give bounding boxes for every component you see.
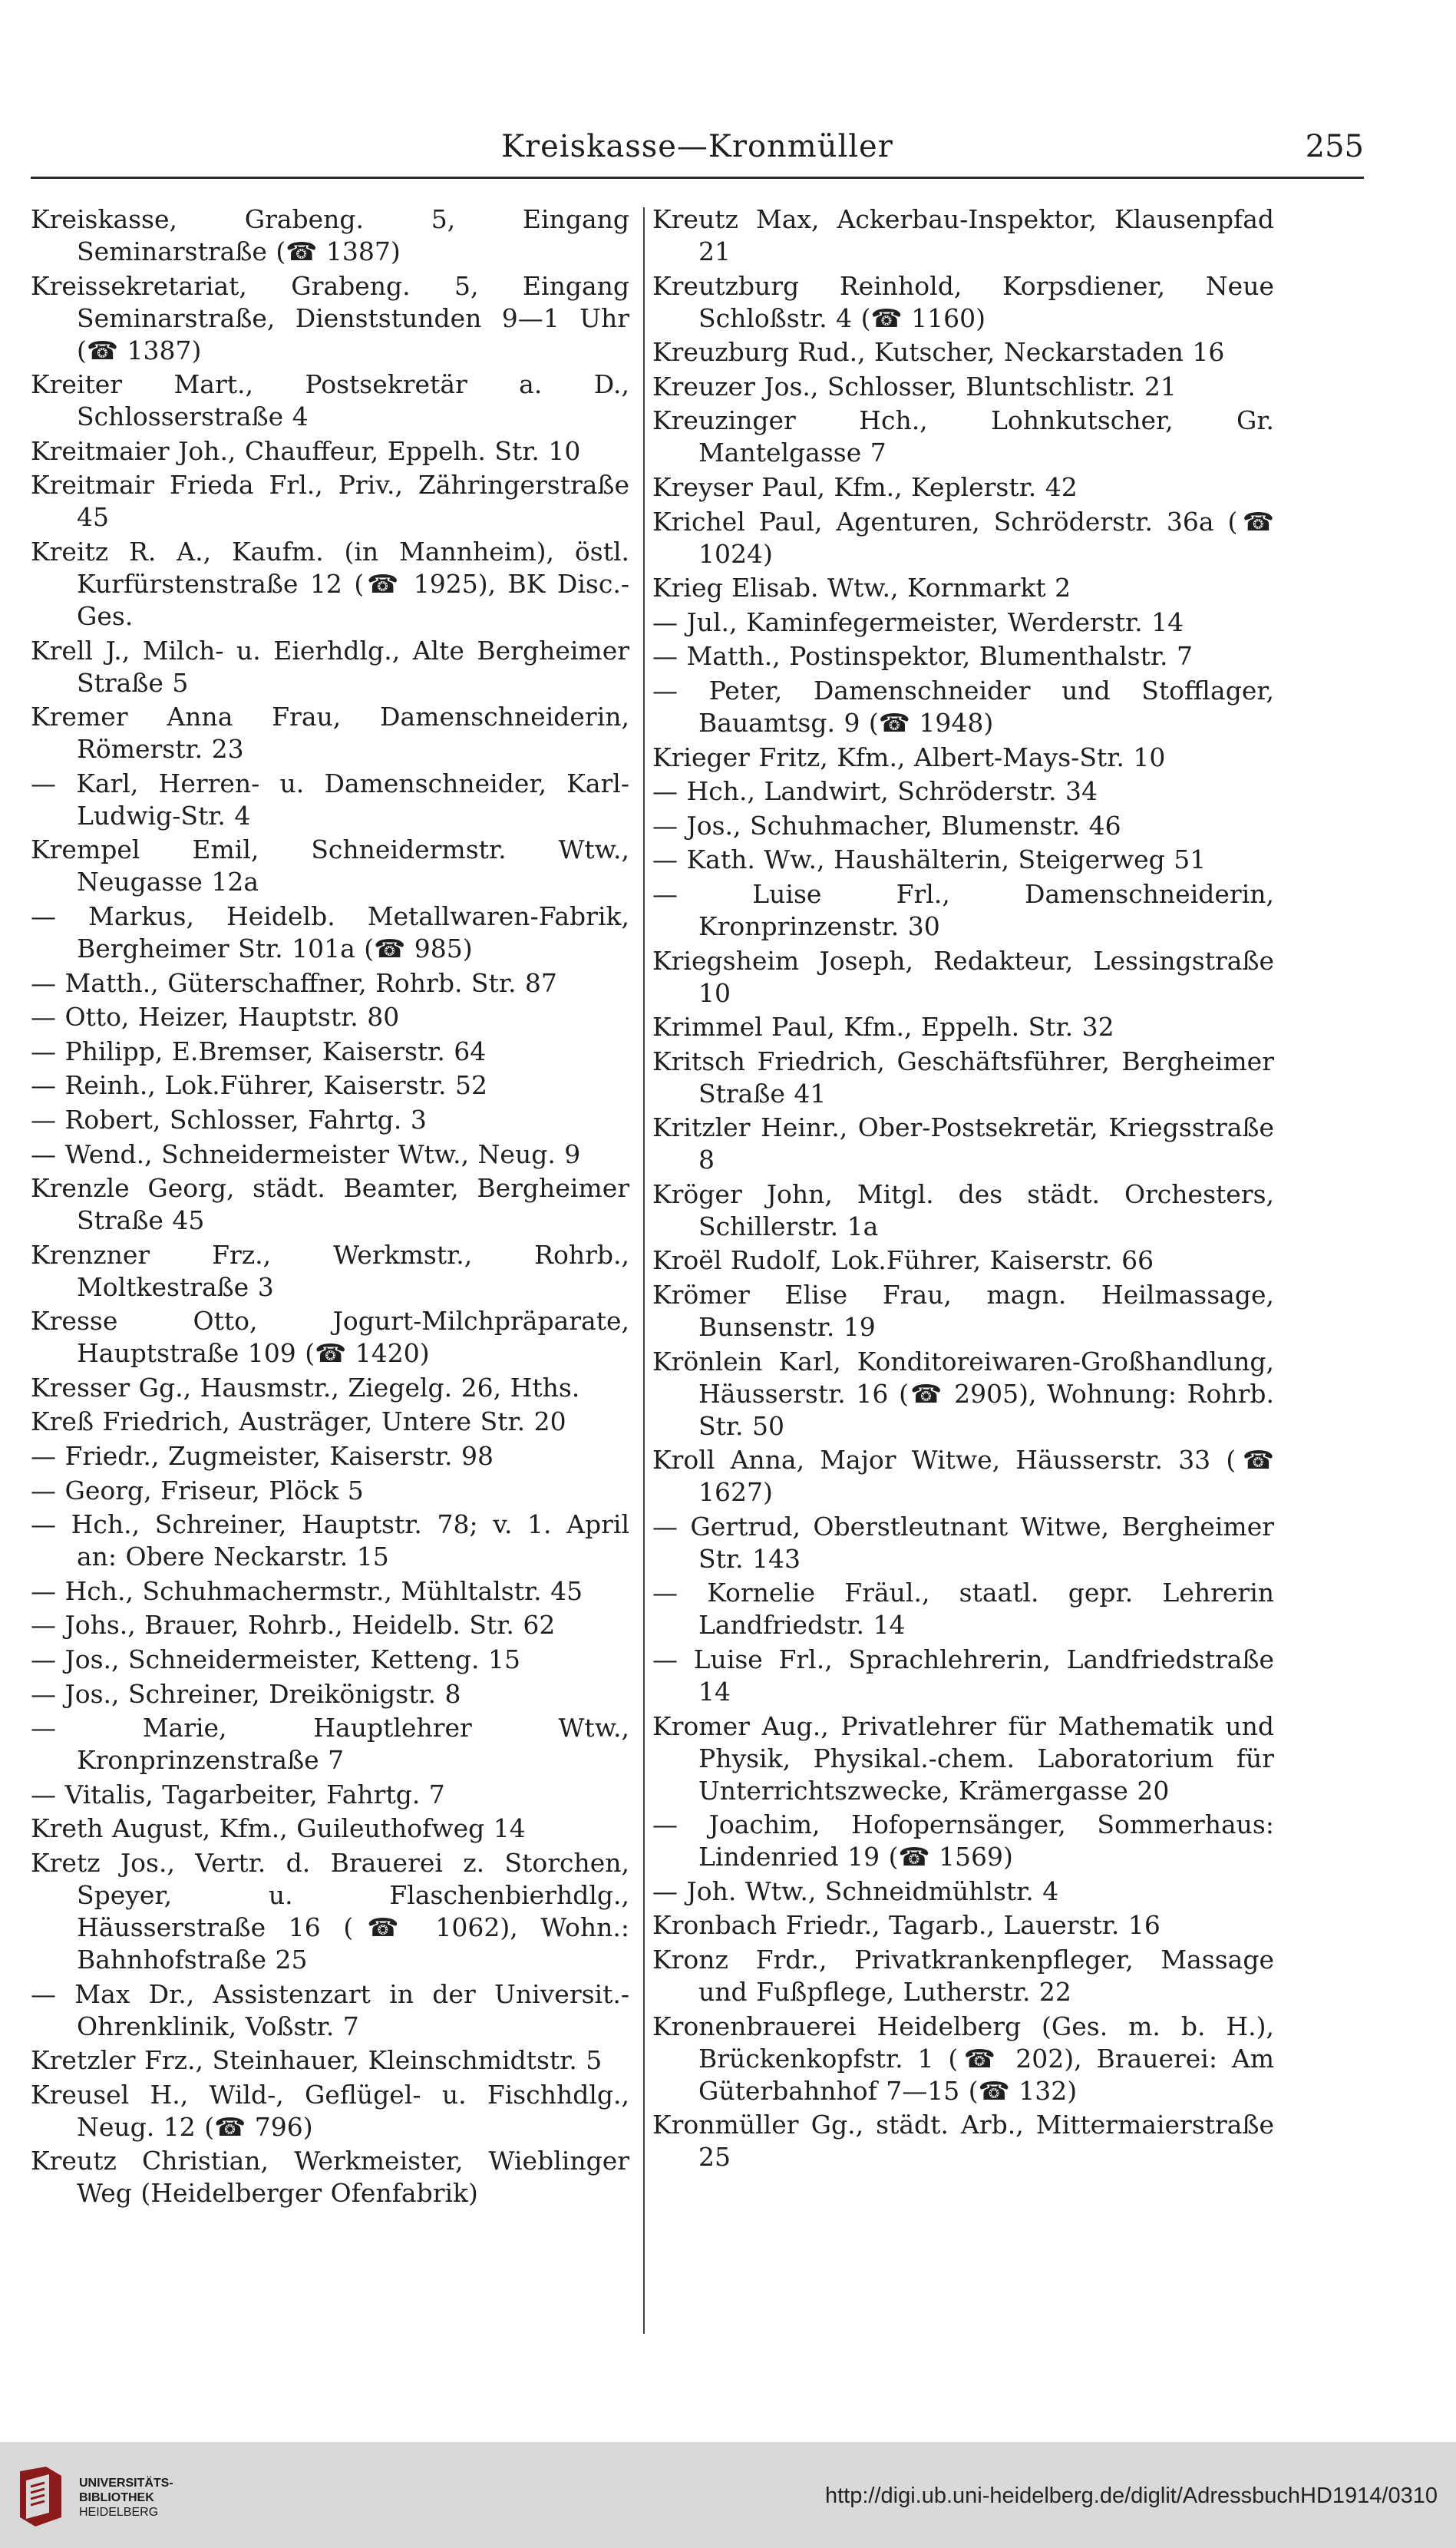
directory-entry: — Jos., Schreiner, Dreikönigstr. 8 (31, 1678, 461, 1709)
page-number: 255 (1305, 129, 1364, 164)
directory-entry: — Matth., Güterschaffner, Rohrb. Str. 87 (31, 967, 557, 998)
directory-entry: Kremer Anna Frau, Damenschneiderin, Römerstr. 23 (31, 702, 629, 765)
directory-entry: Kröger John, Mitgl. des städt. Orchesters, Schillerstr. 1a (652, 1178, 1274, 1241)
left-column (31, 203, 629, 2212)
directory-entry: — Matth., Postinspektor, Blumenthalstr. 7 (652, 641, 1193, 672)
directory-entry: Kreusel H., Wild-, Geflügel- u. Fischhdlg., Neug. 12 (☎ 796) (31, 2079, 629, 2142)
directory-entry: — Luise Frl., Sprachlehrerin, Landfriedstraße 14 (652, 1644, 1274, 1707)
directory-entry: Krempel Emil, Schneidermstr. Wtw., Neugasse 12a (31, 834, 629, 897)
directory-entry: — Robert, Schlosser, Fahrtg. 3 (31, 1104, 427, 1135)
directory-entry: — Joachim, Hofopernsänger, Sommerhaus: Lindenried 19 (☎ 1569) (652, 1809, 1274, 1872)
library-name (79, 2476, 173, 2520)
directory-entry: Kronz Frdr., Privatkrankenpfleger, Massage und Fußpflege, Lutherstr. 22 (652, 1945, 1274, 2007)
directory-entry: Kreyser Paul, Kfm., Keplerstr. 42 (652, 471, 1078, 502)
directory-entry: Kreissekretariat, Grabeng. 5, Eingang Seminarstraße, Dienststunden 9—1 Uhr (☎ 1387) (31, 270, 629, 365)
directory-entry: Kreitmair Frieda Frl., Priv., Zähringerstraße 45 (31, 470, 629, 533)
directory-entry: Krömer Elise Frau, magn. Heilmassage, Bunsenstr. 19 (652, 1280, 1274, 1343)
directory-entry: Kroël Rudolf, Lok.Führer, Kaiserstr. 66 (652, 1245, 1154, 1276)
directory-entry: — Wend., Schneidermeister Wtw., Neug. 9 (31, 1139, 581, 1169)
directory-entry: — Jos., Schuhmacher, Blumenstr. 46 (652, 810, 1121, 841)
column-divider (643, 207, 645, 2334)
directory-entry: Krimmel Paul, Kfm., Eppelh. Str. 32 (652, 1012, 1114, 1043)
directory-entry: Kreuzer Jos., Schlosser, Bluntschlistr. 21 (652, 371, 1177, 402)
directory-entry: Kroll Anna, Major Witwe, Häusserstr. 33 (☎ 1627) (652, 1445, 1274, 1508)
directory-entry: Kreutzburg Reinhold, Korpsdiener, Neue Schloßstr. 4 (☎ 1160) (652, 270, 1274, 333)
directory-entry: — Hch., Schuhmachermstr., Mühltalstr. 45 (31, 1575, 583, 1606)
directory-entry: — Kornelie Fräul., staatl. gepr. Lehrerin Landfriedstr. 14 (652, 1578, 1274, 1641)
running-title: Kreiskasse—Kronmüller (501, 129, 893, 164)
directory-entry: — Vitalis, Tagarbeiter, Fahrtg. 7 (31, 1779, 445, 1809)
directory-entry: — Peter, Damenschneider und Stofflager, Bauamtsg. 9 (☎ 1948) (652, 675, 1274, 738)
directory-entry: Krönlein Karl, Konditoreiwaren-Großhandlung, Häusserstr. 16 (☎ 2905), Wohnung: Rohrb. Str. 50 (652, 1346, 1274, 1441)
directory-entry: Krenzner Frz., Werkmstr., Rohrb., Moltkestraße 3 (31, 1239, 629, 1302)
directory-entry: Kretz Jos., Vertr. d. Brauerei z. Storchen, Speyer, u. Flaschenbierhdlg., Häusserstraße 16 (☎ 1062), Wohn.: Bahnhofstraße 25 (31, 1848, 629, 1975)
directory-entry: — Hch., Landwirt, Schröderstr. 34 (652, 776, 1098, 807)
library-name-line-2: BIBLIOTHEK (79, 2491, 154, 2504)
library-name-line-1: UNIVERSITÄTS- (79, 2477, 173, 2490)
directory-entry: Kreutz Christian, Werkmeister, Wieblinger Weg (Heidelberger Ofenfabrik) (31, 2146, 629, 2209)
directory-entry: Kreiskasse, Grabeng. 5, Eingang Seminarstraße (☎ 1387) (31, 204, 629, 266)
directory-entry: Kresse Otto, Jogurt-Milchpräparate, Hauptstraße 109 (☎ 1420) (31, 1306, 629, 1369)
directory-entry: Kronenbrauerei Heidelberg (Ges. m. b. H.), Brückenkopfstr. 1 (☎ 202), Brauerei: Am Güterbahnhof 7—15 (☎ 132) (652, 2011, 1274, 2106)
directory-entry: — Markus, Heidelb. Metallwaren-Fabrik, Bergheimer Str. 101a (☎ 985) (31, 901, 629, 963)
directory-entry: — Marie, Hauptlehrer Wtw., Kronprinzenstraße 7 (31, 1713, 629, 1776)
footer-bar (0, 2442, 1456, 2548)
directory-entry: Kronbach Friedr., Tagarb., Lauerstr. 16 (652, 1910, 1161, 1941)
directory-entry: Kreiter Mart., Postsekretär a. D., Schlosserstraße 4 (31, 369, 629, 432)
directory-entry: — Joh. Wtw., Schneidmühlstr. 4 (652, 1875, 1059, 1906)
directory-entry: Kreuzburg Rud., Kutscher, Neckarstaden 16 (652, 337, 1225, 368)
directory-entry: — Friedr., Zugmeister, Kaiserstr. 98 (31, 1441, 494, 1472)
directory-entry: — Kath. Ww., Haushälterin, Steigerweg 51 (652, 844, 1207, 875)
directory-entry: — Johs., Brauer, Rohrb., Heidelb. Str. 62 (31, 1610, 556, 1641)
directory-entry: — Georg, Friseur, Plöck 5 (31, 1475, 364, 1505)
directory-entry: Kromer Aug., Privatlehrer für Mathematik und Physik, Physikal.-chem. Laboratorium für Unterrichtszwecke, Krämergasse 20 (652, 1710, 1274, 1806)
directory-entry: Kreutz Max, Ackerbau-Inspektor, Klausenpfad 21 (652, 204, 1274, 266)
directory-entry: — Luise Frl., Damenschneiderin, Kronprinzenstr. 30 (652, 878, 1274, 941)
directory-entry: — Jul., Kaminfegermeister, Werderstr. 14 (652, 606, 1184, 637)
source-url[interactable]: http://digi.ub.uni-heidelberg.de/diglit/AdressbuchHD1914/0310 (824, 2484, 1438, 2508)
directory-entry: Kresser Gg., Hausmstr., Ziegelg. 26, Hths. (31, 1372, 580, 1403)
page-header (31, 115, 1364, 179)
directory-entry: Kriegsheim Joseph, Redakteur, Lessingstraße 10 (652, 945, 1274, 1008)
directory-entry: — Reinh., Lok.Führer, Kaiserstr. 52 (31, 1070, 487, 1101)
directory-entry: Krenzle Georg, städt. Beamter, Bergheimer Straße 45 (31, 1173, 629, 1236)
directory-entry: Kritsch Friedrich, Geschäftsführer, Bergheimer Straße 41 (652, 1046, 1274, 1109)
directory-entry: Kreß Friedrich, Austräger, Untere Str. 20 (31, 1406, 566, 1437)
directory-entry: Kretzler Frz., Steinhauer, Kleinschmidtstr. 5 (31, 2045, 603, 2076)
library-name-line-3: HEIDELBERG (79, 2506, 159, 2519)
directory-entry: Krichel Paul, Agenturen, Schröderstr. 36a (☎ 1024) (652, 506, 1274, 569)
directory-entry: Kronmüller Gg., städt. Arb., Mittermaierstraße 25 (652, 2110, 1274, 2173)
directory-entry: Kreuzinger Hch., Lohnkutscher, Gr. Mantelgasse 7 (652, 405, 1274, 468)
directory-entry: — Hch., Schreiner, Hauptstr. 78; v. 1. April an: Obere Neckarstr. 15 (31, 1509, 629, 1572)
directory-entry: — Karl, Herren- u. Damenschneider, Karl-Ludwig-Str. 4 (31, 768, 629, 831)
library-logo (15, 2464, 200, 2533)
directory-entry: — Philipp, E.Bremser, Kaiserstr. 64 (31, 1036, 487, 1066)
directory-entry: — Gertrud, Oberstleutnant Witwe, Bergheimer Str. 143 (652, 1511, 1274, 1574)
directory-entry: — Jos., Schneidermeister, Ketteng. 15 (31, 1644, 521, 1675)
directory-entry: Krieger Fritz, Kfm., Albert-Mays-Str. 10 (652, 742, 1166, 772)
right-column (652, 203, 1274, 2176)
directory-entry: Kreitmaier Joh., Chauffeur, Eppelh. Str. 10 (31, 435, 581, 466)
directory-entry: Krieg Elisab. Wtw., Kornmarkt 2 (652, 573, 1071, 603)
directory-entry: Krell J., Milch- u. Eierhdlg., Alte Bergheimer Straße 5 (31, 635, 629, 698)
directory-entry: Kreitz R. A., Kaufm. (in Mannheim), östl. Kurfürstenstraße 12 (☎ 1925), BK Disc.-Ges. (31, 536, 629, 631)
directory-entry: — Max Dr., Assistenzart in der Universit.-Ohrenklinik, Voßstr. 7 (31, 1978, 629, 2041)
directory-entry: — Otto, Heizer, Hauptstr. 80 (31, 1002, 400, 1033)
directory-entry: Kreth August, Kfm., Guileuthofweg 14 (31, 1813, 526, 1844)
library-seal-icon (15, 2464, 69, 2533)
directory-entry: Kritzler Heinr., Ober-Postsekretär, Kriegsstraße 8 (652, 1112, 1274, 1175)
